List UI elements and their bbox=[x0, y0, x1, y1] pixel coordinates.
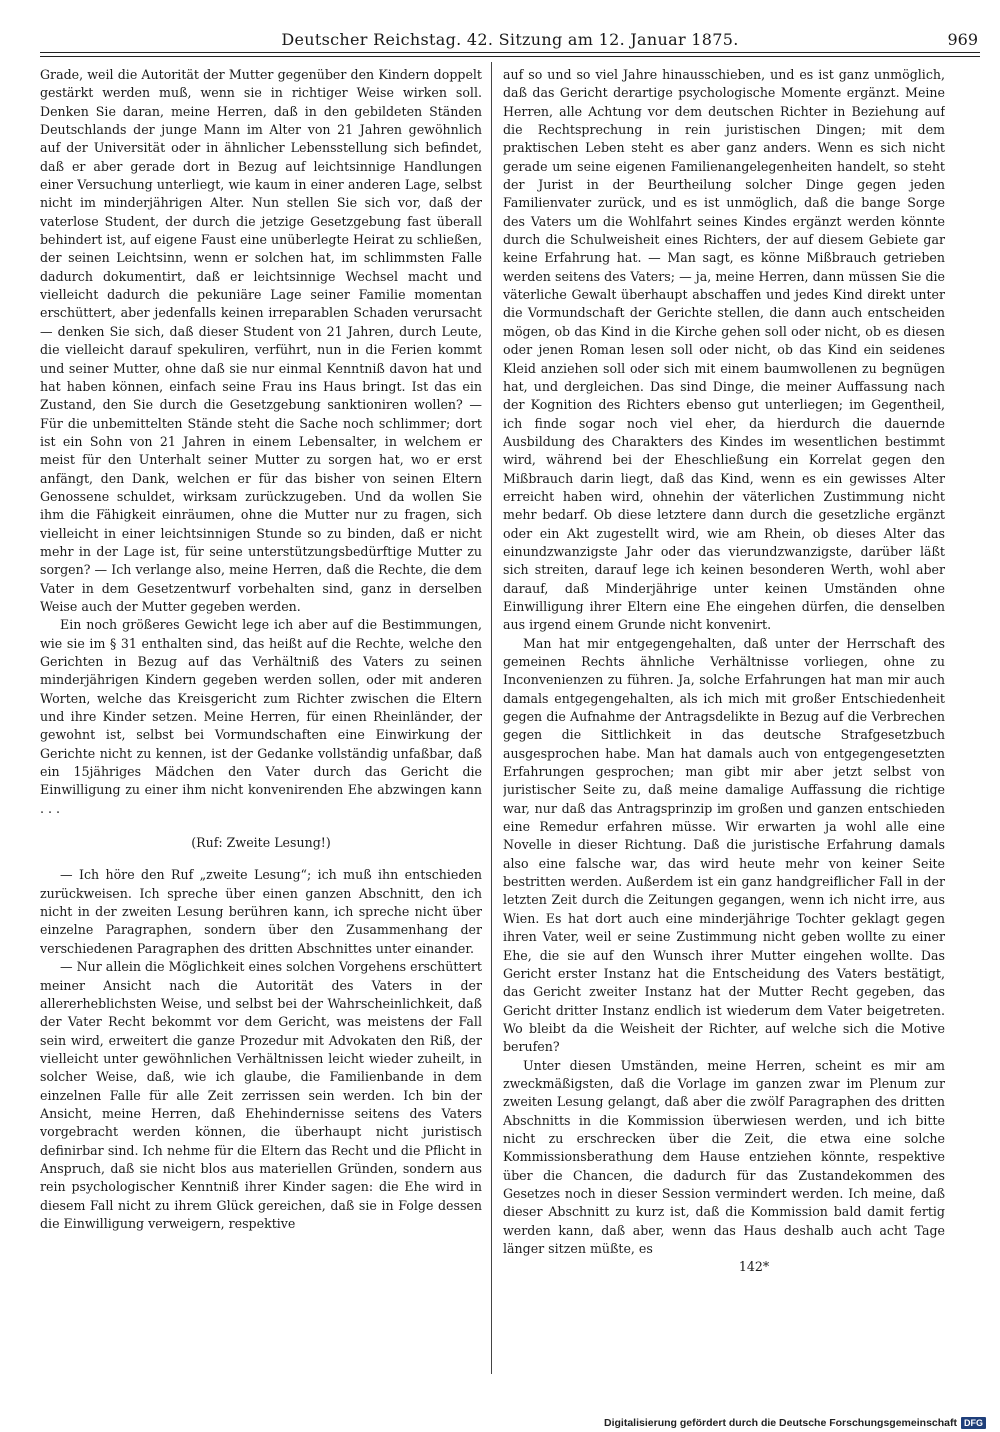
running-title: Deutscher Reichstag. 42. Sitzung am 12. Januar 1875. bbox=[281, 30, 739, 49]
paragraph: Ein noch größeres Gewicht lege ich aber auf die Bestimmungen, wie sie im § 31 enthalten sind, das heißt auf die Rechte, welche den Gerichten in Bezug auf das Verhältniß des Vaters zu seinen minderjährigen Kindern gegeben werden sollen, oder mit anderen Worten, welche das Kreisgericht zum Richter zwischen die Eltern und ihre Kinder setzen. Meine Herren, für einen Rheinländer, der gewohnt ist, selbst bei Vormundschaften eine Einwirkung der Gerichte nicht zu kennen, ist der Gedanke vollständig unfaßbar, daß ein 15jähriges Mädchen den Vater durch das Gericht die Einwilligung zu einer ihm nicht konvenirenden Ehe abzwingen kann . . . bbox=[40, 617, 482, 816]
page-header bbox=[40, 24, 980, 54]
paragraph: — Ich höre den Ruf „zweite Lesung“; ich muß ihn entschieden zurückweisen. Ich spreche über einen ganzen Abschnitt, den ich nicht in der zweiten Lesung berühren kann, ich spreche nicht über einzelne Paragraphen, sondern über den Zusammenhang der verschiedenen Paragraphen des dritten Abschnittes unter einander. bbox=[40, 867, 482, 956]
paragraph: Unter diesen Umständen, meine Herren, scheint es mir am zweckmäßigsten, daß die Vorlage im ganzen zwar im Plenum zur zweiten Lesung gelangt, daß aber die zwölf Paragraphen des dritten Abschnitts in die Kommission überwiesen werden, und ich bitte nicht zu erschrecken über die Zeit, die etwa eine solche Kommissionsberathung dem Hause entziehen könnte, respektive über die Chancen, die dadurch für das Zustandekommen des Gesetzes noch in dieser Session vermindert werden. Ich meine, daß dieser Abschnitt zu kurz ist, daß die Kommission bald damit fertig werden kann, daß aber, wenn das Haus deshalb auch acht Tage länger sitzen müßte, es bbox=[503, 1057, 945, 1256]
dfg-logo: DFG bbox=[961, 1417, 986, 1429]
paragraph: Man hat mir entgegengehalten, daß unter der Herrschaft des gemeinen Rechts ähnliche Verhältnisse vorliegen, ohne zu Inconvenienzen zu führen. Ja, solche Erfahrungen hat man mir auch damals entgegengehalten, als ich mich mit großer Entschiedenheit gegen die Aufnahme der Antragsdelikte in Bezug auf die Verbrechen gegen die Sittlichkeit in das deutsche Strafgesetzbuch ausgesprochen habe. Man hat damals auch von entgegengesetzten Erfahrungen gesprochen; man gibt mir aber jetzt selbst von juristischer Seite zu, daß meine damalige Auffassung die richtige war, nur daß das Antragsprinzip im großen und ganzen entschieden eine Remedur erfahren müsse. Wir erwarten ja wohl alle eine Novelle in dieser Richtung. Daß die juristische Erfahrung damals also eine falsche war, das wird heute mehr von keiner Seite bestritten werden. Außerdem ist ein ganz handgreiflicher Fall in der letzten Zeit durch die Zeitungen gegangen, wenn ich nicht irre, aus Wien. Es hat dort auch eine minderjährige Tochter geklagt gegen ihren Vater, weil er seine Zustimmung nicht geben wollte zu einer Ehe, die sie auf den Wunsch ihrer Mutter eingehen wollte. Das Gericht erster Instanz hat die Entscheidung des Vaters bestätigt, das Gericht zweiter Instanz hat der Mutter Recht gegeben, das Gericht dritter Instanz endlich ist wiederum dem Vater beigetreten. Wo bleibt da die Weisheit der Richter, auf welche sich die Motive berufen? bbox=[503, 635, 945, 1055]
right-column bbox=[503, 66, 945, 1371]
paragraph: — Nur allein die Möglichkeit eines solchen Vorgehens erschüttert meiner Ansicht nach die Autorität des Vaters in der allererheblichsten Weise, und selbst bei der Wahrscheinlichkeit, daß der Vater Recht bekommt vor dem Gericht, was meistens der Fall sein wird, erweitert die ganze Prozedur mit Advokaten den Riß, der vielleicht unter gewöhnlichen Verhältnissen leicht wieder zuheilt, in solcher Weise, daß, wie ich glaube, die Familienbande in dem einzelnen Falle für alle Zeit zerrissen sein werden. Ich bin der Ansicht, meine Herren, daß Ehehindernisse seitens des Vaters vorgebracht werden können, die überhaupt nicht juristisch definirbar sind. Ich nehme für die Eltern das Recht und die Pflicht in Anspruch, daß sie nicht blos aus materiellen Gründen, sondern aus rein psychologischer Kenntniß ihrer Kinder sagen: die Ehe wird in diesem Fall nicht zu ihrem Glück gereichen, daß sie in Folge dessen die Einwilligung verweigern, respektive bbox=[40, 959, 482, 1231]
page-number: 969 bbox=[947, 30, 978, 49]
header-rule-double bbox=[40, 56, 980, 57]
credit-text: Digitalisierung gefördert durch die Deutsche Forschungsgemeinschaft bbox=[604, 1417, 957, 1429]
paragraph: auf so und so viel Jahre hinausschieben, und es ist ganz unmöglich, daß das Gericht derartige psychologische Momente ergänzt. Meine Herren, alle Achtung vor dem deutschen Richter in Beziehung auf die Rechtsprechung in rein juristischen Dingen; mit dem praktischen Leben steht es aber ganz anders. Wenn es sich nicht gerade um seine eigenen Familienangelegenheiten handelt, so steht der Jurist in der Beurtheilung solcher Dinge gegen jeden Familienvater zurück, und es ist unmöglich, daß die bange Sorge des Vaters um die Wohlfahrt seines Kindes ergänzt werden könnte durch die Schulweisheit eines Richters, der auf diesem Gebiete gar keine Erfahrung hat. — Man sagt, es könne Mißbrauch getrieben werden seitens des Vaters; — ja, meine Herren, dann müssen Sie die väterliche Gewalt überhaupt abschaffen und jedes Kind direkt unter die Vormundschaft der Gerichte stellen, die dann auch entscheiden mögen, ob das Kind in die Kirche gehen soll oder nicht, ob es diesen oder jenen Roman lesen soll oder nicht, ob das Kind ein seidenes Kleid anziehen soll oder sich mit einem baumwollenen zu begnügen hat, und dergleichen. Das sind Dinge, die meiner Auffassung nach der Kognition des Richters ebenso gut unterliegen; im Gegentheil, ich finde sogar noch viel eher, da hierdurch die dauernde Ausbildung des Charakters des Kindes im wesentlichen bestimmt wird, während bei der Eheschließung ein Korrelat gegen den Mißbrauch darin liegt, daß das Kind, wenn es ein gewisses Alter erreicht haben wird, ohnehin der väterlichen Zustimmung nicht mehr bedarf. Ob diese letztere dann durch die gesetzliche ergänzt oder ein Akt zugestellt wird, wie am Rhein, ob dieses Alter das einundzwanzigste Jahr oder das vierundzwanzigste, darüber läßt sich streiten, darauf lege ich keinen besonderen Werth, wohl aber darauf, daß Minderjährige unter keinen Umständen ohne Einwilligung ihrer Eltern eine Ehe eingehen dürfen, die denselben aus irgend einem Grunde nicht konvenirt. bbox=[503, 67, 945, 633]
interjection: (Ruf: Zweite Lesung!) bbox=[191, 835, 331, 851]
header-rule bbox=[40, 52, 980, 53]
paragraph: Grade, weil die Autorität der Mutter gegenüber den Kindern doppelt gestärkt werden muß, wenn sie in richtiger Weise wirken soll. Denken Sie daran, meine Herren, daß in den gebildeten Ständen Deutschlands der junge Mann im Alter von 21 Jahren gewöhnlich auf der Universität oder in ähnlicher Lebensstellung sich befindet, daß er aber gerade dort in Bezug auf leichtsinnige Handlungen einer Versuchung unterliegt, wie kaum in einer anderen Lage, selbst nicht im minderjährigen Alter. Nun stellen Sie sich vor, daß der vaterlose Student, der durch die jetzige Gesetzgebung fast überall behindert ist, auf eigene Faust eine unüberlegte Heirat zu schließen, der seinen Leichtsinn, wenn er solchen hat, im schlimmsten Falle dadurch dokumentirt, daß er leichtsinnige Wechsel macht und vielleicht dadurch die pekuniäre Lage seiner Familie momentan erschüttert, aber jedenfalls keinen irreparablen Schaden verursacht — denken Sie sich, daß dieser Student von 21 Jahren, durch Leute, die vielleicht darauf spekuliren, verführt, nun in die Ferien kommt und seiner Mutter, ohne daß sie nur einmal Kenntniß davon hat und hat haben können, einfach seine Frau ins Haus bringt. Ist das ein Zustand, den Sie durch die Gesetzgebung sanktioniren wollen? — Für die unbemittelten Stände steht die Sache noch schlimmer; dort ist ein Sohn von 21 Jahren in einem Lebensalter, in welchem er meist für den Unterhalt seiner Mutter zu sorgen hat, wo er erst anfängt, den Dank, welchen er für das bisher von seinen Eltern Genossene schuldet, wirksam zurückzugeben. Und da wollen Sie ihm die Fähigkeit einräumen, ohne die Mutter nur zu fragen, sich vielleicht in einer leichtsinnigen Stunde so zu binden, daß er nicht mehr in der Lage ist, für seine unterstützungsbedürftige Mutter zu sorgen? — Ich verlange also, meine Herren, daß die Rechte, die dem Vater in dem Gesetzentwurf vorbehalten sind, ganz in derselben Weise auch der Mutter gegeben werden. bbox=[40, 67, 482, 614]
left-column bbox=[40, 66, 482, 1371]
column-divider bbox=[491, 62, 492, 1374]
digitization-credit bbox=[604, 1416, 986, 1430]
signature-mark: 142* bbox=[738, 1259, 770, 1275]
